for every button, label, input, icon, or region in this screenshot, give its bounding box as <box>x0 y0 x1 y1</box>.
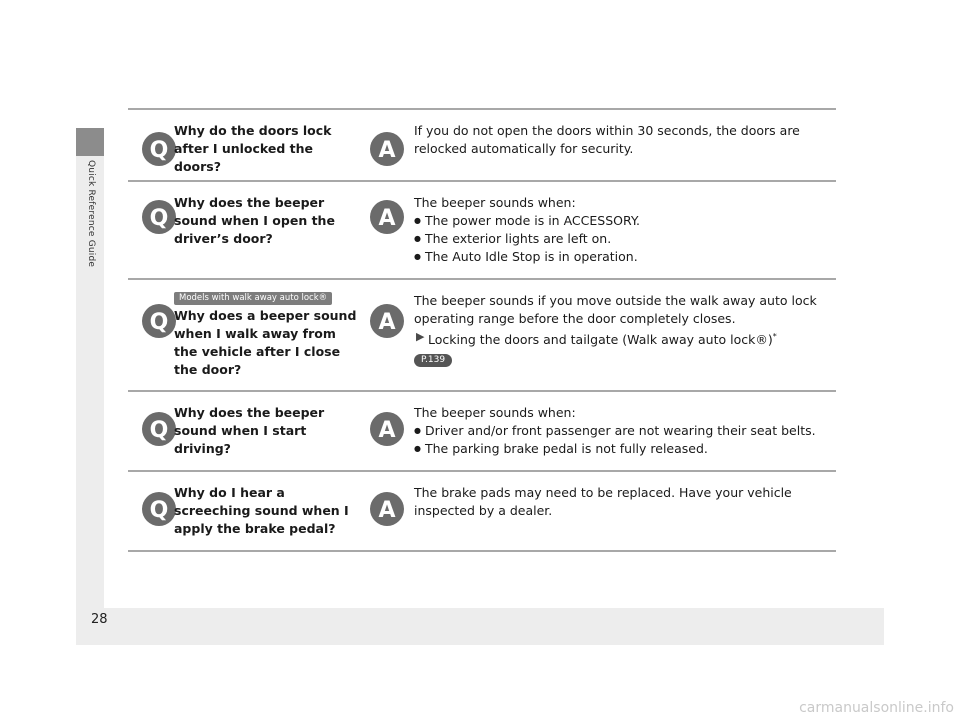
faq-list <box>128 108 836 552</box>
watermark: carmanualsonline.info <box>799 700 954 716</box>
section-tab <box>76 128 104 156</box>
question-q-icon <box>142 492 176 526</box>
cross-reference[interactable] <box>414 328 834 349</box>
svg-text:Q: Q <box>149 310 169 335</box>
answer-a-icon <box>370 132 404 166</box>
answer-a-icon <box>370 412 404 446</box>
arrow-right-icon: ▶ <box>416 330 425 343</box>
answer-intro: The beeper sounds when: <box>414 195 576 210</box>
model-availability-tag: Models with walk away auto lock® <box>174 292 332 305</box>
answer-bullet-list <box>414 212 834 266</box>
cross-reference-text: Locking the doors and tailgate (Walk away auto lock®) <box>428 332 773 348</box>
svg-text:A: A <box>378 138 396 163</box>
faq-item-beeper-door-open <box>128 180 836 278</box>
page-number: 28 <box>91 612 108 627</box>
answer-text <box>414 194 834 266</box>
svg-text:Q: Q <box>149 138 169 163</box>
page-reference-link[interactable]: P.139 <box>414 354 452 367</box>
question-text: Why does the beeper sound when I open the driver’s door? <box>174 195 335 246</box>
svg-text:A: A <box>378 206 396 231</box>
footnote-mark: * <box>772 332 777 341</box>
svg-text:A: A <box>378 498 396 523</box>
bullet-item: ● Driver and/or front passenger are not wearing their seat belts. <box>414 422 834 440</box>
bullet-item: ● The power mode is in ACCESSORY. <box>414 212 834 230</box>
bullet-item: ● The parking brake pedal is not fully released. <box>414 440 834 458</box>
svg-text:Q: Q <box>149 498 169 523</box>
question-text: Why do the doors lock after I unlocked the doors? <box>174 123 332 174</box>
faq-item-walk-away-beeper <box>128 278 836 390</box>
question-text: Why does the beeper sound when I start driving? <box>174 405 325 456</box>
answer-a-icon <box>370 304 404 338</box>
faq-item-door-relock <box>128 108 836 180</box>
answer-paragraph: The brake pads may need to be replaced. Have your vehicle inspected by a dealer. <box>414 485 792 518</box>
bullet-item: ● The Auto Idle Stop is in operation. <box>414 248 834 266</box>
answer-text <box>414 292 834 367</box>
answer-paragraph: The beeper sounds if you move outside the walk away auto lock operating range before the door completely closes. <box>414 293 817 326</box>
question-text: Why do I hear a screeching sound when I apply the brake pedal? <box>174 485 349 536</box>
answer-a-icon <box>370 492 404 526</box>
answer-bullet-list <box>414 422 834 458</box>
answer-a-icon <box>370 200 404 234</box>
section-side-label: Quick Reference Guide <box>86 160 96 268</box>
question-text: Why does a beeper sound when I walk away from the vehicle after I close the door? <box>174 308 357 377</box>
answer-intro: The beeper sounds when: <box>414 405 576 420</box>
faq-item-brake-screech <box>128 470 836 552</box>
svg-text:A: A <box>378 418 396 443</box>
answer-text <box>414 404 834 458</box>
question-q-icon <box>142 200 176 234</box>
svg-text:Q: Q <box>149 418 169 443</box>
question-q-icon <box>142 412 176 446</box>
faq-item-beeper-start-driving <box>128 390 836 470</box>
bullet-item: ● The exterior lights are left on. <box>414 230 834 248</box>
answer-paragraph: If you do not open the doors within 30 seconds, the doors are relocked automatically for security. <box>414 123 800 156</box>
answer-text <box>414 122 834 158</box>
answer-text <box>414 484 834 520</box>
question-q-icon <box>142 132 176 166</box>
svg-text:Q: Q <box>149 206 169 231</box>
svg-text:A: A <box>378 310 396 335</box>
question-q-icon <box>142 304 176 338</box>
